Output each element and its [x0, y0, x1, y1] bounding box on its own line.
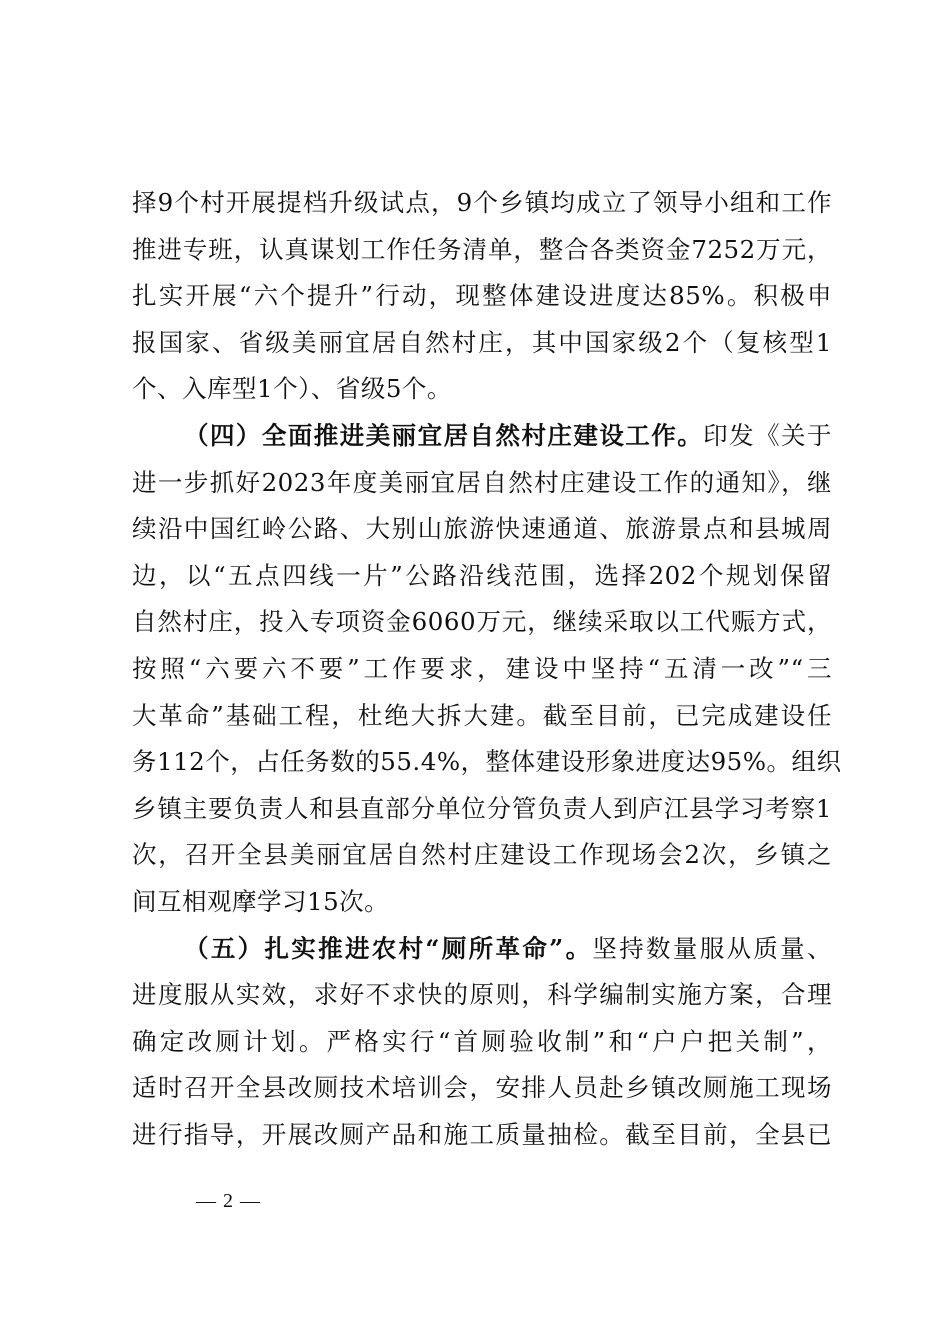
section-four-first-line [132, 413, 832, 460]
paragraph-line: 进度服从实效，求好不求快的原则，科学编制实施方案，合理 [132, 980, 832, 1010]
paragraph-line: 务112个，占任务数的55.4%，整体建设形象进度达95%。组织 [132, 747, 842, 777]
paragraph-line: 择9个村开展提档升级试点，9个乡镇均成立了领导小组和工作 [132, 188, 832, 217]
body-text [132, 180, 842, 1158]
paragraph-line: 自然村庄，投入专项资金6060万元，继续采取以工代赈方式， [132, 607, 832, 637]
paragraph-line: 边，以“五点四线一片”公路沿线范围，选择202个规划保留 [132, 560, 832, 590]
paragraph-line: 大革命”基础工程，杜绝大拆大建。截至目前，已完成建设任 [132, 700, 832, 730]
paragraph-line: 续沿中国红岭公路、大别山旅游快速通道、旅游景点和县城周 [132, 514, 832, 544]
paragraph-line: 进一步抓好2023年度美丽宜居自然村庄建设工作的通知》，继 [132, 467, 832, 497]
paragraph-line: 确定改厕计划。严格实行“首厕验收制”和“户户把关制”， [132, 1026, 832, 1056]
section-four-text: 印发《关于 [703, 420, 833, 450]
paragraph-line: 推进专班，认真谋划工作任务清单，整合各类资金7252万元， [132, 234, 832, 264]
section-four-heading: （四）全面推进美丽宜居自然村庄建设工作。 [184, 420, 704, 450]
section-five-first-line [132, 926, 832, 973]
paragraph-line: 间互相观摩学习15次。 [132, 886, 390, 916]
paragraph-line: 进行指导，开展改厕产品和施工质量抽检。截至目前，全县已 [132, 1119, 832, 1149]
paragraph-line: 适时召开全县改厕技术培训会，安排人员赴乡镇改厕施工现场 [132, 1073, 832, 1103]
paragraph-line: 个、入库型1个）、省级5个。 [132, 374, 452, 404]
paragraph-line: 按照“六要六不要”工作要求，建设中坚持“五清一改”“三 [132, 653, 832, 683]
paragraph-line: 扎实开展“六个提升”行动，现整体建设进度达85%。积极申 [132, 281, 832, 311]
paragraph-line: 次，召开全县美丽宜居自然村庄建设工作现场会2次，乡镇之 [132, 840, 832, 870]
section-five-text: 坚持数量服从质量、 [592, 933, 833, 963]
page-number: — 2 — [196, 1190, 261, 1212]
paragraph-line: 报国家、省级美丽宜居自然村庄，其中国家级2个（复核型1 [132, 327, 832, 357]
paragraph-line: 乡镇主要负责人和县直部分单位分管负责人到庐江县学习考察1 [132, 793, 832, 823]
section-five-heading: （五）扎实推进农村“厕所革命”。 [184, 933, 593, 963]
